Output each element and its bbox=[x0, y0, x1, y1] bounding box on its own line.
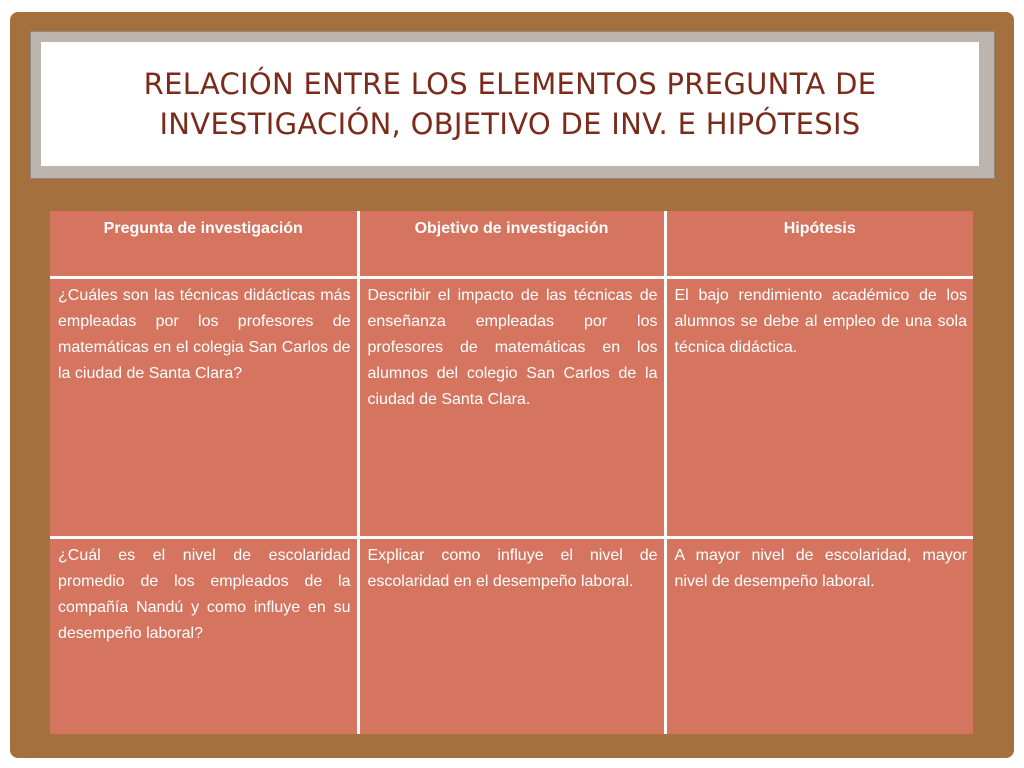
table-row bbox=[50, 537, 973, 734]
table-header-row bbox=[50, 211, 973, 277]
cell-text: A mayor nivel de escolaridad, mayor nivel de desempeño laboral. bbox=[674, 546, 967, 590]
slide-title: RELACIÓN ENTRE LOS ELEMENTOS PREGUNTA DE INVESTIGACIÓN, OBJETIVO DE INV. E HIPÓTESIS bbox=[143, 67, 877, 141]
cell-hipotesis bbox=[665, 277, 973, 537]
title-box bbox=[41, 42, 979, 166]
cell-hipotesis bbox=[665, 537, 973, 734]
cell-text: Explicar como influye el nivel de escolaridad en el desempeño laboral. bbox=[367, 546, 658, 590]
cell-pregunta bbox=[50, 537, 358, 734]
cell-text: ¿Cuáles son las técnicas didácticas más empleadas por los profesores de matemáticas en el colegia San Carlos de la ciudad de Santa Clara? bbox=[58, 286, 351, 382]
cell-pregunta bbox=[50, 277, 358, 537]
comparison-table bbox=[50, 211, 973, 734]
table-row bbox=[50, 277, 973, 537]
header-pregunta: Pregunta de investigación bbox=[50, 211, 358, 277]
cell-objetivo bbox=[358, 277, 665, 537]
header-hipotesis: Hipótesis bbox=[665, 211, 973, 277]
cell-objetivo bbox=[358, 537, 665, 734]
cell-text: El bajo rendimiento académico de los alumnos se debe al empleo de una sola técnica didáctica. bbox=[674, 286, 967, 356]
header-objetivo: Objetivo de investigación bbox=[358, 211, 665, 277]
cell-text: ¿Cuál es el nivel de escolaridad promedio de los empleados de la compañía Nandú y como influye en su desempeño laboral? bbox=[58, 546, 351, 642]
cell-text: Describir el impacto de las técnicas de enseñanza empleadas por los profesores de matemáticas en los alumnos del colegio San Carlos de la ciudad de Santa Clara. bbox=[367, 286, 658, 408]
